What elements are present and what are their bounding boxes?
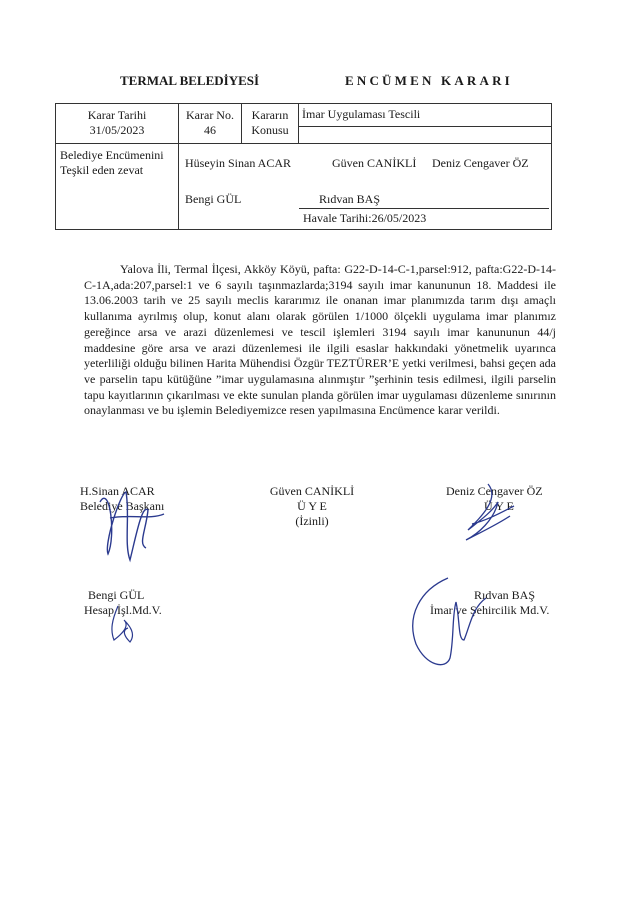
- members-label-line1: Belediye Encümenini: [60, 148, 164, 162]
- signature-title-acar: Belediye Başkanı: [80, 499, 165, 513]
- subject-label-line2: Konusu: [251, 123, 289, 137]
- decision-no-value: 46: [204, 123, 216, 137]
- signature-name-bas: Rıdvan BAŞ: [474, 588, 536, 602]
- signature-block-canikli: [262, 484, 362, 529]
- signature-name-acar: H.Sinan ACAR: [80, 484, 155, 498]
- signature-name-oz: Deniz Cengaver ÖZ: [446, 484, 543, 498]
- handwritten-signature-oz: [448, 476, 528, 546]
- members-cell: [179, 144, 552, 230]
- members-label-line2: Teşkil eden zevat: [60, 163, 144, 177]
- decision-text: Yalova İli, Termal İlçesi, Akköy Köyü, pafta: G22-D-14-C-1,parsel:912, pafta:G22-D-14-C-1A,ada:207,parsel:1 ve 6 sayılı taşınmazlarda;3194 sayılı imar kanununun 18. Maddesi ile 13.06.2003 tarih ve 25 sayılı meclis kararımız ile onanan imar planımızda tarım dışı amaçlı kullanıma ayrılmış olup, konut alanı olarak görülen 1/1000 ölçekli uygulama imar planımız gereğince arsa ve arazi düzenlemesi ve tescil işlemleri 3194 sayılı imar kanununun 44/j maddesine göre arsa ve arazi düzenlemesi ile ilgili esaslar hakkındaki yönetmelik uyarınca yeterliliği olduğu bilinen Harita Mühendisi Özgür TEZTÜRER’E yetki verilmesi, bahsi geçen ada ve parselin tapu kütüğüne ”imar uygulamasına alınmıştır ”şerhinin tesis edilmesi, ilgili parselin tapu kayıtlarının çıkarılması ve ekte sunulan planda görülen imar uygulaması düzenleme sınırının onaylanması ve bu işlemin Belediyemizce resen yapılmasına Encümence karar verildi.: [84, 262, 556, 418]
- signature-title-oz: Ü Y E: [484, 499, 514, 513]
- referral-date: Havale Tarihi:26/05/2023: [303, 211, 427, 225]
- signature-title-bas: İmar ve Şehircilik Md.V.: [430, 603, 550, 617]
- decision-no-label: Karar No.: [186, 108, 234, 122]
- decision-date-label: Karar Tarihi: [87, 108, 147, 122]
- handwritten-signature-gul: [100, 596, 150, 646]
- handwritten-signature-acar: [80, 474, 170, 564]
- signature-title-canikli: Ü Y E: [297, 499, 327, 513]
- handwritten-signature-bas: [400, 568, 510, 688]
- member-oz: Deniz Cengaver ÖZ: [432, 156, 529, 170]
- member-canikli: Güven CANİKLİ: [332, 156, 417, 170]
- member-gul: Bengi GÜL: [185, 192, 242, 206]
- subject-cell: [299, 104, 552, 144]
- decision-date-cell: [56, 104, 179, 144]
- decision-info-table: [55, 103, 552, 230]
- member-acar: Hüseyin Sinan ACAR: [185, 156, 292, 170]
- signature-name-canikli: Güven CANİKLİ: [269, 484, 355, 498]
- document-type-heading: ENCÜMEN KARARI: [345, 73, 513, 88]
- signature-name-gul: Bengi GÜL: [88, 588, 145, 602]
- signature-note-canikli: (İzinli): [295, 514, 329, 528]
- members-label-cell: [56, 144, 179, 230]
- subject-value: İmar Uygulaması Tescili: [299, 104, 551, 127]
- signature-title-gul: Hesap İşl.Md.V.: [84, 603, 162, 617]
- members-divider: [299, 208, 549, 209]
- member-bas: Rıdvan BAŞ: [319, 192, 381, 206]
- decision-date-value: 31/05/2023: [89, 123, 145, 137]
- decision-no-cell: [179, 104, 242, 144]
- subject-label-line1: Kararın: [251, 108, 289, 122]
- municipality-heading: TERMAL BELEDİYESİ: [120, 73, 260, 88]
- subject-label-cell: [242, 104, 299, 144]
